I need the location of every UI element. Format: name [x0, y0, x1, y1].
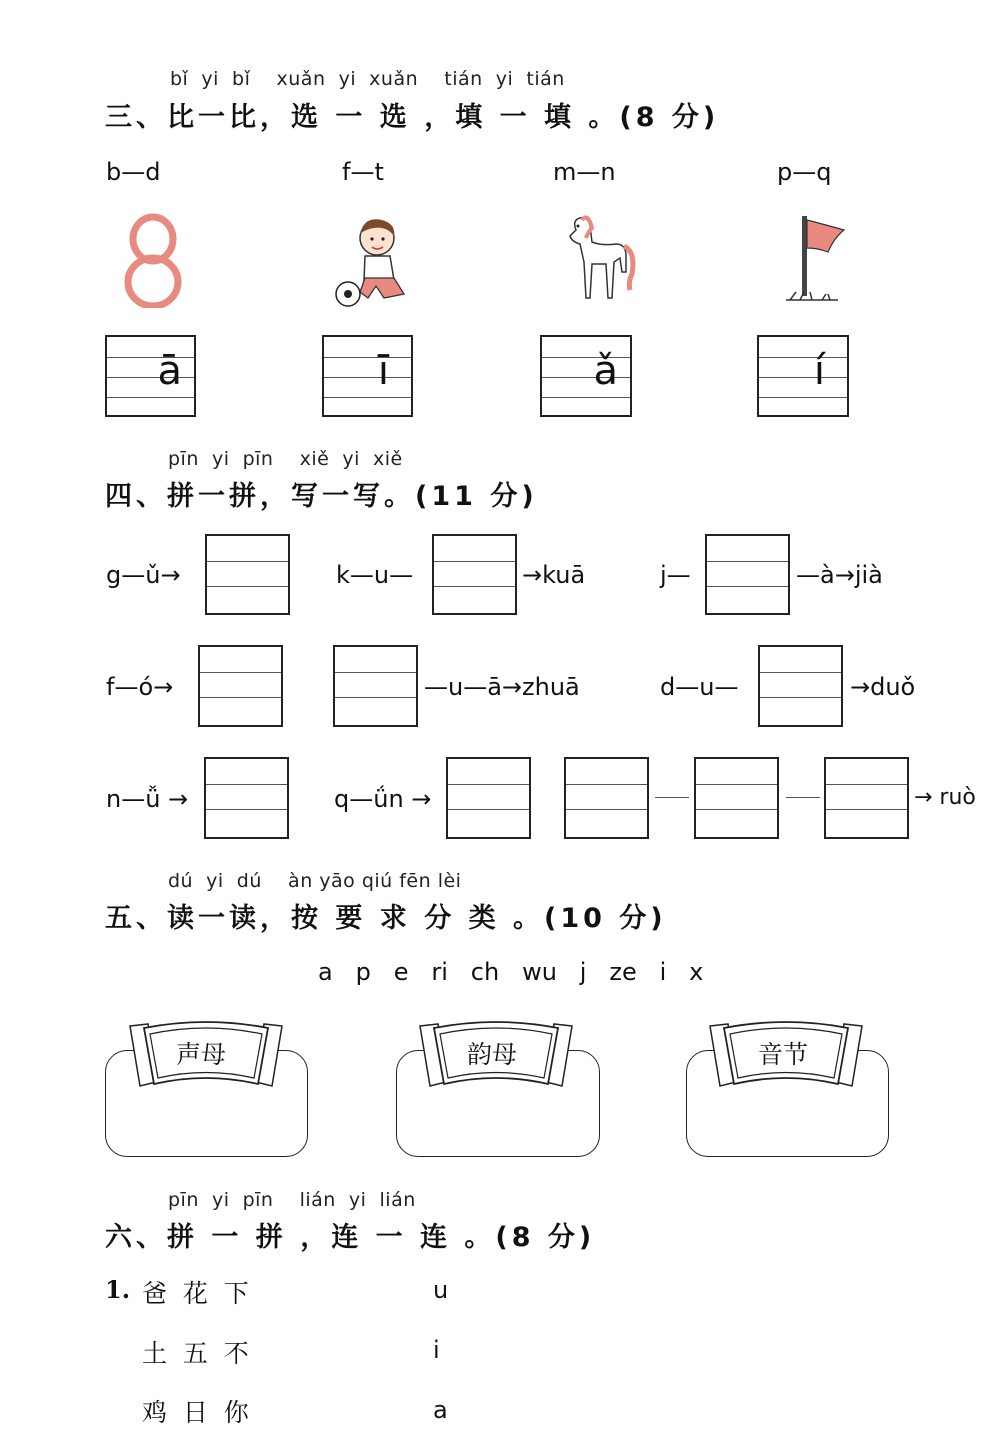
r3-label-a: n—ǚ → [106, 785, 189, 813]
r2-label-b2: —u—ā→zhuā [424, 673, 580, 701]
question-number: 1. [105, 1275, 131, 1304]
match-letter-a[interactable]: a [433, 1396, 448, 1424]
r3-box-e[interactable] [824, 757, 909, 839]
section5-pinyin: dú yi dú àn yāo qiú fēn lèi [168, 870, 462, 892]
category-label-yinjie: 音节 [758, 1040, 809, 1069]
r1-label-c2: —à→jià [796, 561, 883, 589]
match-letter-i[interactable]: i [433, 1336, 440, 1364]
section4-pinyin: pīn yi pīn xiě yi xiě [168, 448, 403, 470]
chars-row-3: 鸡 日 你 [142, 1398, 249, 1427]
pair-m-n: m—n [553, 158, 616, 186]
r3-box-b[interactable] [446, 757, 531, 839]
pair-b-d: b—d [106, 158, 161, 186]
connector-dash-2 [786, 797, 820, 798]
r1-label-b1: k—u— [336, 561, 414, 589]
section3-pinyin: bǐ yi bǐ xuǎn yi xuǎn tián yi tián [170, 68, 565, 90]
r1-box-c[interactable] [705, 534, 790, 615]
section6-title: 六、拼 一 拼 ，连 一 连 。(8 分) [105, 1222, 596, 1253]
answer-box-4[interactable] [757, 335, 849, 417]
tone-a-caron: ǎ [593, 348, 618, 394]
r2-box-a[interactable] [198, 645, 283, 727]
r1-label-c1: j— [660, 561, 691, 589]
chars-row-2: 土 五 不 [142, 1339, 249, 1368]
tone-i-macron: ī [377, 348, 389, 394]
section6-pinyin: pīn yi pīn lián yi lián [168, 1189, 416, 1211]
r3-box-a[interactable] [204, 757, 289, 839]
r2-label-c1: d—u— [660, 673, 739, 701]
match-letter-u[interactable]: u [433, 1276, 449, 1304]
r2-label-c2: →duǒ [850, 673, 916, 701]
r2-label-a: f—ó→ [106, 673, 174, 701]
tone-i-acute: í [813, 348, 825, 394]
r2-box-c[interactable] [758, 645, 843, 727]
answer-box-2[interactable] [322, 335, 413, 417]
r1-box-b[interactable] [432, 534, 517, 615]
number-eight-icon [120, 212, 186, 308]
r3-box-c[interactable] [564, 757, 649, 839]
category-label-yunmu: 韵母 [467, 1040, 518, 1069]
section3-title: 三、比一比，选 一 选 ，填 一 填 。(8 分) [105, 102, 720, 133]
r1-box-a[interactable] [205, 534, 290, 615]
r3-label-end: → ruò [914, 785, 976, 810]
category-label-shengmu: 声母 [176, 1040, 227, 1069]
flag-icon [782, 212, 852, 308]
section4-title: 四、拼一拼，写一写。(11 分) [105, 481, 538, 512]
r1-label-b2: →kuā [522, 561, 586, 589]
r3-box-d[interactable] [694, 757, 779, 839]
horse-icon [562, 212, 638, 308]
r1-label-a: g—ǔ→ [106, 561, 181, 589]
chars-row-1: 爸 花 下 [142, 1279, 249, 1308]
pair-p-q: p—q [777, 158, 832, 186]
tone-a-macron: ā [157, 348, 182, 394]
boy-kicking-ball-icon [332, 212, 422, 308]
pair-f-t: f—t [342, 158, 384, 186]
r3-label-b1: q—ǘn → [334, 785, 432, 813]
section5-title: 五、读一读，按 要 求 分 类 。(10 分) [105, 903, 667, 934]
answer-box-3[interactable] [540, 335, 632, 417]
r2-box-b[interactable] [333, 645, 418, 727]
answer-box-1[interactable] [105, 335, 196, 417]
letters-to-sort: a p e ri ch wu j ze i x [318, 958, 704, 986]
connector-dash-1 [655, 797, 689, 798]
